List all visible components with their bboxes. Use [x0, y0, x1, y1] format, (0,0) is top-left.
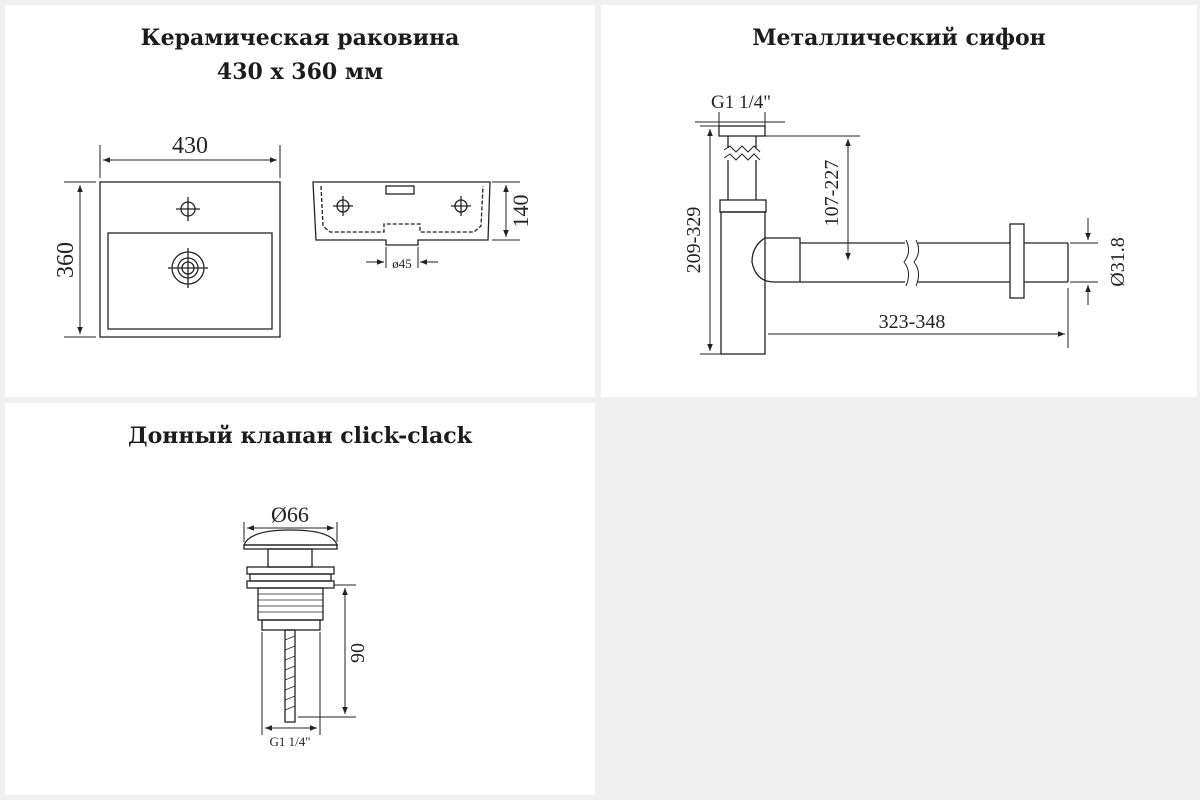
empty-panel	[601, 403, 1197, 795]
sink-height-label: 360	[53, 242, 79, 278]
siphon-outlet-height-label: 107-227	[821, 159, 843, 227]
sink-panel	[5, 5, 595, 397]
valve-height-label: 90	[347, 643, 369, 663]
siphon-panel	[601, 5, 1197, 397]
sink-drain-label: ø45	[392, 256, 412, 271]
siphon-top-flange	[719, 126, 765, 136]
siphon-elbow	[752, 238, 800, 282]
siphon-wall-flange	[1010, 224, 1024, 298]
sink-width-label: 430	[172, 133, 208, 159]
siphon-thread-label: G1 1/4"	[710, 92, 772, 113]
sink-title-line1: Керамическая раковина	[140, 25, 460, 51]
sink-title-line2: 430 х 360 мм	[216, 59, 384, 85]
siphon-length-label: 323-348	[878, 311, 946, 333]
siphon-body	[721, 212, 765, 354]
valve-cap	[244, 530, 337, 545]
sink-depth-label: 140	[508, 194, 533, 228]
sink-top-outline	[100, 182, 280, 337]
valve-thread-label: G1 1/4"	[269, 734, 311, 749]
siphon-height-label: 209-329	[683, 206, 705, 274]
siphon-drawing	[601, 5, 1197, 397]
valve-panel	[5, 403, 595, 795]
sink-drawing	[5, 5, 595, 397]
valve-title: Донный клапан click-clack	[128, 423, 472, 449]
valve-cap-label: Ø66	[271, 502, 309, 527]
valve-drawing	[5, 403, 595, 795]
valve-body	[258, 588, 323, 620]
siphon-title: Металлический сифон	[752, 25, 1046, 51]
valve-flange	[247, 581, 334, 588]
sink-basin-outline	[108, 233, 272, 329]
siphon-diameter-label: Ø31.8	[1107, 237, 1129, 287]
